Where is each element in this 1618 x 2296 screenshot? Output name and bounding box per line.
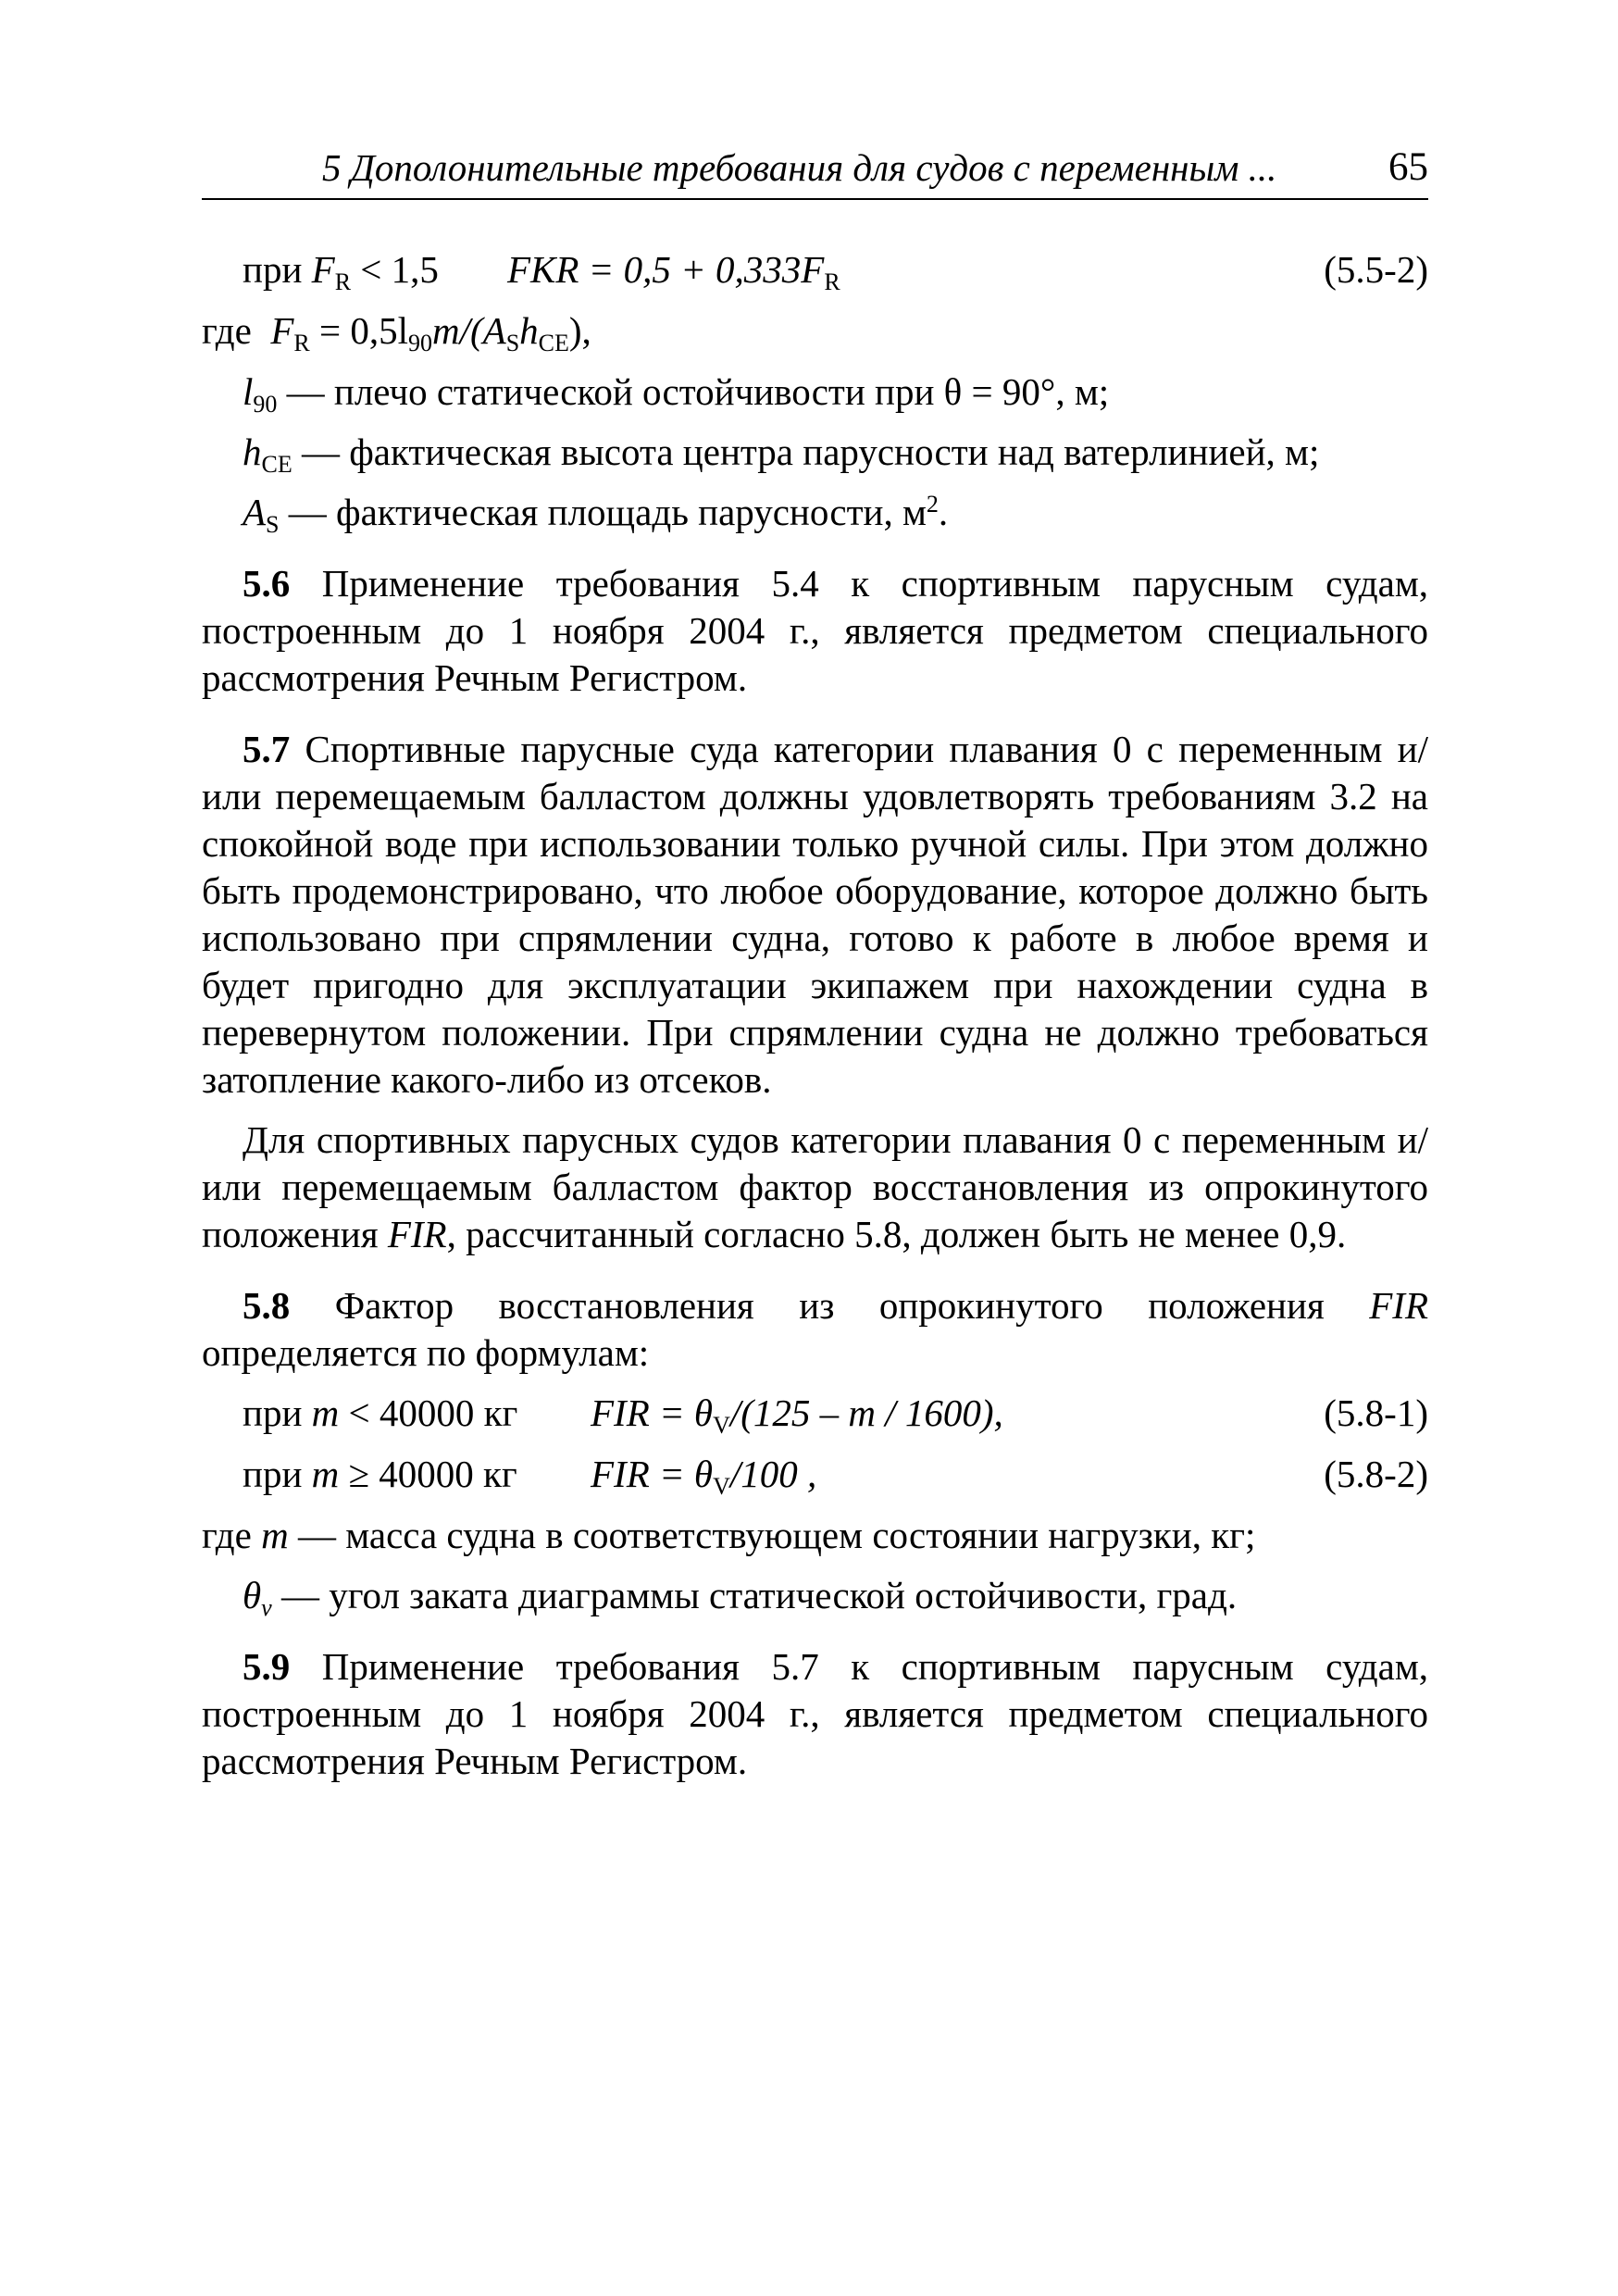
page-number: 65 bbox=[1388, 145, 1428, 189]
def-l90: $l_{90}$ — плечо статической остойчивости при θ = 90°, м; bbox=[243, 370, 1110, 418]
where-fr-line: где $F_R = 0,5l_{90}m/(A_Sh_{CE})$, bbox=[202, 309, 591, 356]
formula-5-8-1: при m < 40000 кг FIR = $\theta_V/(125$ – m / 1600), (5.8-1) bbox=[243, 1391, 1428, 1439]
formula-5-5-2: при $F_R < 1,5$ FKR = $0,5 + 0,333F_R$ (5.5-2) bbox=[243, 248, 1428, 295]
header-title: 5 Дополонительные требования для судов с переменным ... bbox=[322, 146, 1277, 189]
formula-expression: FIR = $\theta_V/(125$ – m / 1600), bbox=[591, 1391, 1003, 1439]
section-5-7-paragraph-2: Для спортивных парусных судов категории плавания 0 с переменным и/или перемещаемым балластом фактор восстановления из опрокинутого положения FIR, рассчитанный согласно 5.8, должен быть не менее 0,9. bbox=[202, 1118, 1428, 1255]
formula-number: (5.8-1) bbox=[1324, 1391, 1428, 1434]
page-body bbox=[202, 246, 1428, 1785]
formula-5-8-2: при m ≥ 40000 кг FIR = $\theta_V/100$ , (5.8-2) bbox=[243, 1453, 1428, 1500]
def-as: $A_S$ — фактическая площадь парусности, $м^2$. bbox=[243, 491, 949, 538]
formula-number: (5.5-2) bbox=[1324, 248, 1428, 291]
def-m: где m — масса судна в соответствующем состоянии нагрузки, кг; bbox=[202, 1514, 1256, 1556]
formula-expression: FIR = $\theta_V/100$ , bbox=[591, 1453, 817, 1500]
section-5-8: 5.8 Фактор восстановления из опрокинутого положения FIR определяется по формулам: bbox=[202, 1284, 1429, 1374]
def-hce: $h_{CE}$ — фактическая высота центра парусности над ватерлинией, м; bbox=[243, 430, 1320, 478]
formula-number: (5.8-2) bbox=[1324, 1453, 1428, 1495]
section-5-6: 5.6 Применение требования 5.4 к спортивным парусным судам, построенным до 1 ноября 2004 г., является предметом специального рассмотрения Речным Регистром. bbox=[202, 562, 1429, 699]
formula-expression: FKR = $0,5 + 0,333F_R$ bbox=[507, 248, 840, 295]
section-5-9: 5.9 Применение требования 5.7 к спортивным парусным судам, построенным до 1 ноября 2004 г., является предметом специального рассмотрения Речным Регистром. bbox=[202, 1645, 1429, 1782]
running-header bbox=[202, 146, 1428, 200]
def-theta-v: $\theta_v$ — угол заката диаграммы статической остойчивости, град. bbox=[243, 1574, 1238, 1621]
section-5-7: 5.7 Спортивные парусные суда категории плавания 0 с переменным и/или перемещаемым балластом должны удовлетворять требованиям 3.2 на спокойной воде при использовании только ручной силы. При этом должно быть продемонстрировано, что любое оборудование, которое должно быть использовано при спрямлении судна, готово к работе в любое время и будет пригодно для эксплуатации экипажем при нахождении судна в перевернутом положении. При спрямлении судна не должно требоваться затопление какого-либо из отсеков. bbox=[202, 728, 1428, 1101]
